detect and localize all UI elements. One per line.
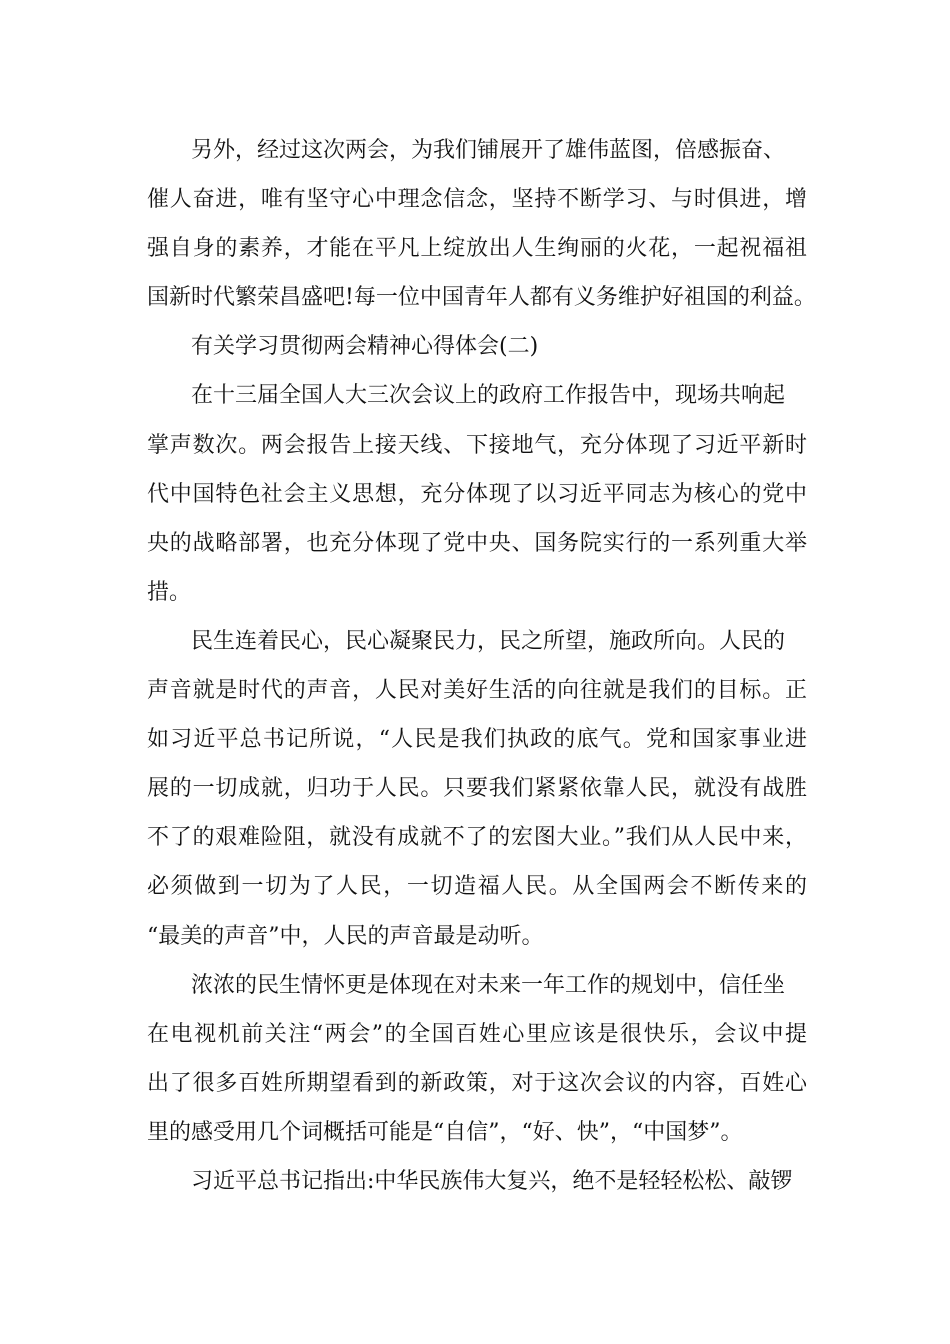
text-line: 央的战略部署，也充分体现了党中央、国务院实行的一系列重大举 <box>147 530 807 556</box>
text-line: 在电视机前关注“两会”的全国百姓心里应该是很快乐，会议中提 <box>147 1021 807 1047</box>
text-line: 另外，经过这次两会，为我们铺展开了雄伟蓝图，倍感振奋、 <box>191 138 786 163</box>
text-line: 在十三届全国人大三次会议上的政府工作报告中，现场共响起 <box>191 383 786 409</box>
text-line: 展的一切成就，归功于人民。只要我们紧紧依靠人民，就没有战胜 <box>147 776 807 802</box>
paragraph-2 <box>147 371 807 616</box>
text-line: 必须做到一切为了人民，一切造福人民。从全国两会不断传来的 <box>147 874 807 900</box>
section-heading <box>147 322 807 371</box>
section-title: 有关学习贯彻两会精神心得体会(二) <box>191 334 539 360</box>
paragraph-1 <box>147 126 816 322</box>
text-line: 习近平总书记指出:中华民族伟大复兴，绝不是轻轻松松、敲锣 <box>191 1168 793 1194</box>
document-body <box>147 126 816 1206</box>
text-line: 声音就是时代的声音，人民对美好生活的向往就是我们的目标。正 <box>147 678 807 704</box>
paragraph-5 <box>147 1157 807 1206</box>
text-line: 浓浓的民生情怀更是体现在对未来一年工作的规划中，信任坐 <box>191 972 786 998</box>
text-line: 催人奋进，唯有坚守心中理念信念，坚持不断学习、与时俱进，增 <box>147 187 807 213</box>
text-line: 掌声数次。两会报告上接天线、下接地气，充分体现了习近平新时 <box>147 432 807 458</box>
paragraph-4 <box>147 961 807 1157</box>
text-line: 不了的艰难险阻，就没有成就不了的宏图大业。”我们从人民中来， <box>147 825 807 851</box>
text-line: 如习近平总书记所说，“人民是我们执政的底气。党和国家事业进 <box>147 727 807 753</box>
text-line: 强自身的素养，才能在平凡上绽放出人生绚丽的火花，一起祝福祖 <box>147 236 807 262</box>
paragraph-3 <box>147 617 807 961</box>
text-line: “最美的声音”中，人民的声音最是动听。 <box>147 923 544 949</box>
text-line: 里的感受用几个词概括可能是“自信”，“好、快”，“中国梦”。 <box>147 1119 743 1145</box>
text-line: 措。 <box>147 579 192 605</box>
text-line: 出了很多百姓所期望看到的新政策，对于这次会议的内容，百姓心 <box>147 1070 807 1096</box>
text-line: 民生连着民心，民心凝聚民力，民之所望，施政所向。人民的 <box>191 628 786 654</box>
text-line: 国新时代繁荣昌盛吧!每一位中国青年人都有义务维护好祖国的利益。 <box>147 285 816 311</box>
text-line: 代中国特色社会主义思想，充分体现了以习近平同志为核心的党中 <box>147 481 807 507</box>
